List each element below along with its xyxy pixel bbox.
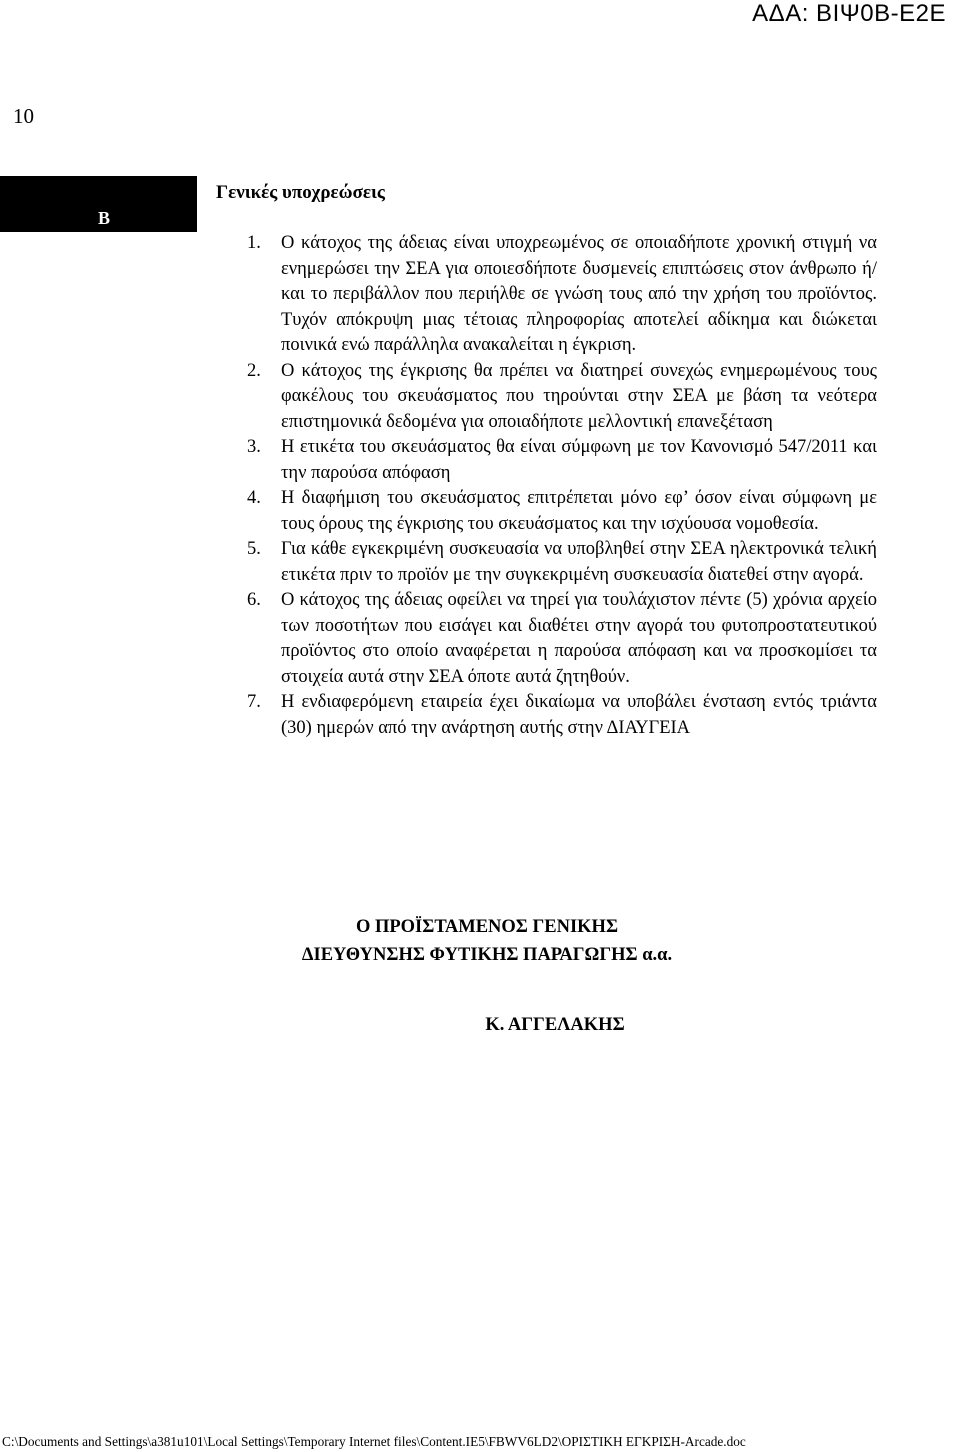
item-number: 4. — [247, 488, 261, 508]
item-number: 6. — [247, 590, 261, 610]
signature-title-line-2: ΔΙΕΥΘΥΝΣΗΣ ΦΥΤΙΚΗΣ ΠΑΡΑΓΩΓΗΣ α.α. — [301, 945, 673, 965]
list-item — [247, 435, 877, 486]
list-item — [247, 486, 877, 537]
list-item — [247, 690, 877, 741]
page-number: 10 — [13, 104, 34, 128]
item-number: 3. — [247, 437, 261, 457]
item-text: Ο κάτοχος της έγκρισης θα πρέπει να διατηρεί συνεχώς ενημερωμένους τους φακέλους του σκευάσματος που τηρούνται στην ΣΕΑ με βάση τα νεότερα επιστημονικά δεδομένα για οποιαδήποτε μελλοντική επανεξέταση — [281, 360, 877, 432]
signature-title-line-1: Ο ΠΡΟΪΣΤΑΜΕΝΟΣ ΓΕΝΙΚΗΣ — [355, 917, 619, 937]
signer-name: Κ. ΑΓΓΕΛΑΚΗΣ — [485, 1015, 625, 1035]
obligations-list — [247, 231, 877, 741]
list-item — [247, 359, 877, 436]
item-text: Για κάθε εγκεκριμένη συσκευασία να υποβληθεί στην ΣΕΑ ηλεκτρονικά τελική ετικέτα πριν το προϊόν με την συγκεκριμένη συσκευασία διατεθεί στην αγορά. — [281, 539, 877, 585]
item-number: 2. — [247, 360, 261, 381]
section-title: Γενικές υποχρεώσεις — [216, 182, 385, 203]
item-number: 5. — [247, 539, 261, 559]
item-text: Η ενδιαφερόμενη εταιρεία έχει δικαίωμα να υποβάλει ένσταση εντός τριάντα (30) ημερών από την ανάρτηση αυτής στην ΔΙΑΥΓΕΙΑ — [281, 692, 877, 738]
item-text: Η διαφήμιση του σκευάσματος επιτρέπεται μόνο εφ’ όσον είναι σύμφωνη με τους όρους της έγκρισης του σκευάσματος και την ισχύουσα νομοθεσία. — [281, 488, 877, 534]
list-item — [247, 537, 877, 588]
ada-code: ΑΔΑ: ΒΙΨ0Β-Ε2Ε — [752, 0, 946, 27]
footer-file-path: C:\Documents and Settings\a381u101\Local Settings\Temporary Internet files\Content.IE5\FBWV6LD2\ΟΡΙΣΤΙΚΗ ΕΓΚΡΙΣΗ-Arcade.doc — [2, 1434, 746, 1449]
item-text: Ο κάτοχος της άδειας οφείλει να τηρεί για τουλάχιστον πέντε (5) χρόνια αρχείο των ποσοτήτων που εισάγει και διαθέτει στην αγορά του φυτοπροστατευτικού προϊόντος στο οποίο αναφέρεται η παρούσα απόφαση και να προσκομίσει τα στοιχεία αυτά στην ΣΕΑ όποτε αυτά ζητηθούν. — [281, 590, 877, 687]
list-item — [247, 231, 877, 359]
signature-block — [0, 913, 960, 969]
item-text: Ο κάτοχος της άδειας είναι υποχρεωμένος σε οποιαδήποτε χρονική στιγμή να ενημερώσει την ΣΕΑ για οποιεσδήποτε δυσμενείς επιπτώσεις στον άνθρωπο ή/και το περιβάλλον που περιήλθε σε γνώση τους από την χρήση του προϊόντος. Τυχόν απόκρυψη μιας τέτοιας πληροφορίας αποτελεί αδίκημα και διώκεται ποινικά ενώ παράλληλα ανακαλείται η έγκριση. — [281, 233, 877, 355]
item-number: 1. — [247, 233, 261, 253]
item-text: Η ετικέτα του σκευάσματος θα είναι σύμφωνη με τον Κανονισμό 547/2011 και την παρούσα απόφαση — [281, 437, 877, 483]
signer-name-block — [0, 1015, 960, 1036]
section-letter: Β — [98, 208, 111, 228]
list-item — [247, 588, 877, 690]
item-number: 7. — [247, 692, 261, 712]
